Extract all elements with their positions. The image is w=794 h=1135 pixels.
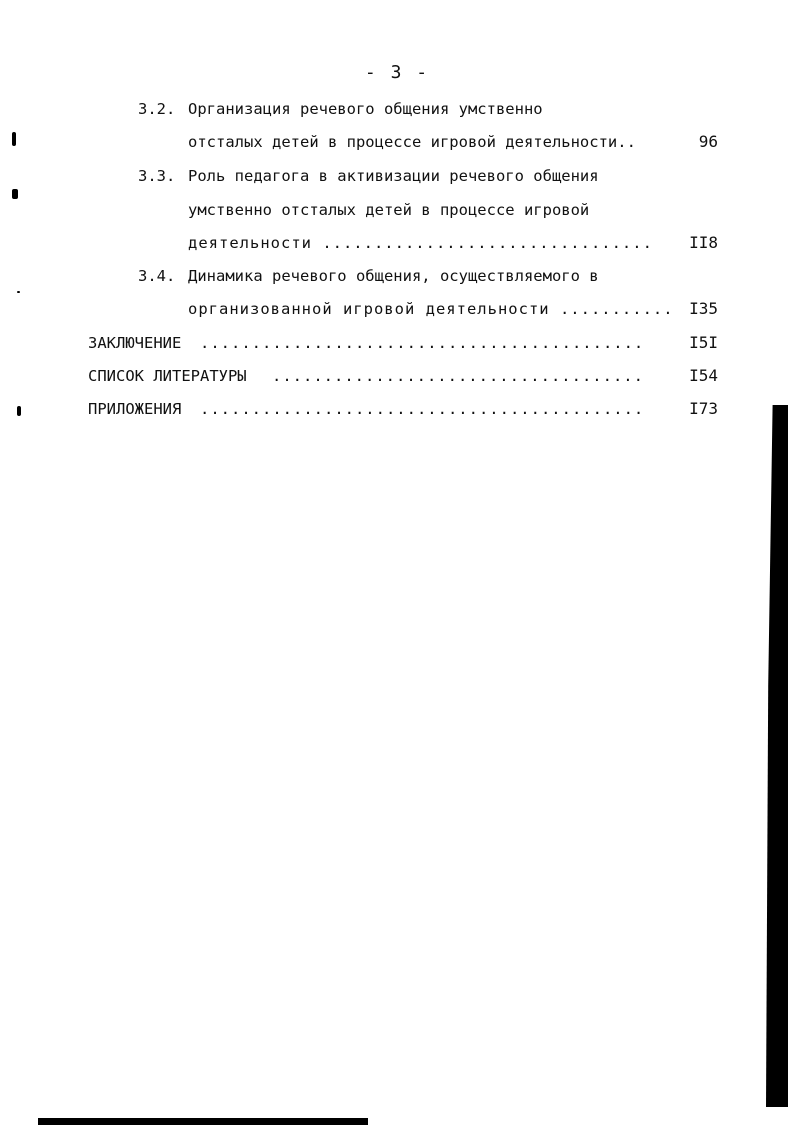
toc-section-page: I54 bbox=[689, 366, 718, 385]
scan-speck bbox=[12, 189, 18, 199]
toc-entry-number: 3.3. bbox=[138, 167, 176, 185]
toc-entry-title-line: Динамика речевого общения, осуществляемого в bbox=[188, 267, 599, 285]
toc-entry-page: 96 bbox=[698, 132, 718, 151]
scan-edge-shadow bbox=[766, 405, 788, 1107]
toc-entry-title-line: отсталых детей в процессе игровой деятельности.. bbox=[188, 133, 636, 151]
toc-section-conclusion bbox=[0, 331, 794, 355]
toc-section-title: ПРИЛОЖЕНИЯ bbox=[88, 400, 182, 418]
toc-section-page: I73 bbox=[689, 399, 718, 418]
toc-entry-3-3-line2 bbox=[0, 198, 794, 222]
scan-speck bbox=[17, 291, 20, 293]
toc-entry-3-3-line3 bbox=[0, 231, 794, 255]
toc-entry-title-line: умственно отсталых детей в процессе игровой bbox=[188, 201, 590, 219]
scan-speck bbox=[17, 406, 21, 416]
toc-entry-title-line: Организация речевого общения умственно bbox=[188, 100, 543, 118]
toc-entry-3-2-line2 bbox=[0, 130, 794, 154]
toc-section-page: I5I bbox=[689, 333, 718, 352]
toc-entry-page: II8 bbox=[689, 233, 718, 252]
toc-entry-number: 3.4. bbox=[138, 267, 176, 285]
scan-bottom-edge bbox=[38, 1118, 368, 1125]
toc-entry-3-2 bbox=[0, 97, 794, 121]
toc-entry-number: 3.2. bbox=[138, 100, 176, 118]
toc-section-dots: ........................................... bbox=[200, 334, 645, 352]
toc-section-appendices bbox=[0, 397, 794, 421]
toc-section-dots: .................................... bbox=[272, 367, 644, 385]
toc-entry-3-4 bbox=[0, 264, 794, 288]
toc-section-title: СПИСОК ЛИТЕРАТУРЫ bbox=[88, 367, 247, 385]
toc-section-title: ЗАКЛЮЧЕНИЕ bbox=[88, 334, 182, 352]
toc-entry-title-line: организованной игровой деятельности ........... bbox=[188, 300, 674, 318]
toc-entry-page: I35 bbox=[689, 299, 718, 318]
toc-entry-3-3 bbox=[0, 164, 794, 188]
toc-entry-3-4-line2 bbox=[0, 297, 794, 321]
toc-entry-title-line: деятельности ................................ bbox=[188, 234, 653, 252]
scan-speck bbox=[12, 132, 16, 146]
toc-section-dots: ........................................... bbox=[200, 400, 645, 418]
toc-entry-title-line: Роль педагога в активизации речевого общения bbox=[188, 167, 599, 185]
page-number: - 3 - bbox=[364, 62, 430, 83]
toc-section-references bbox=[0, 364, 794, 388]
